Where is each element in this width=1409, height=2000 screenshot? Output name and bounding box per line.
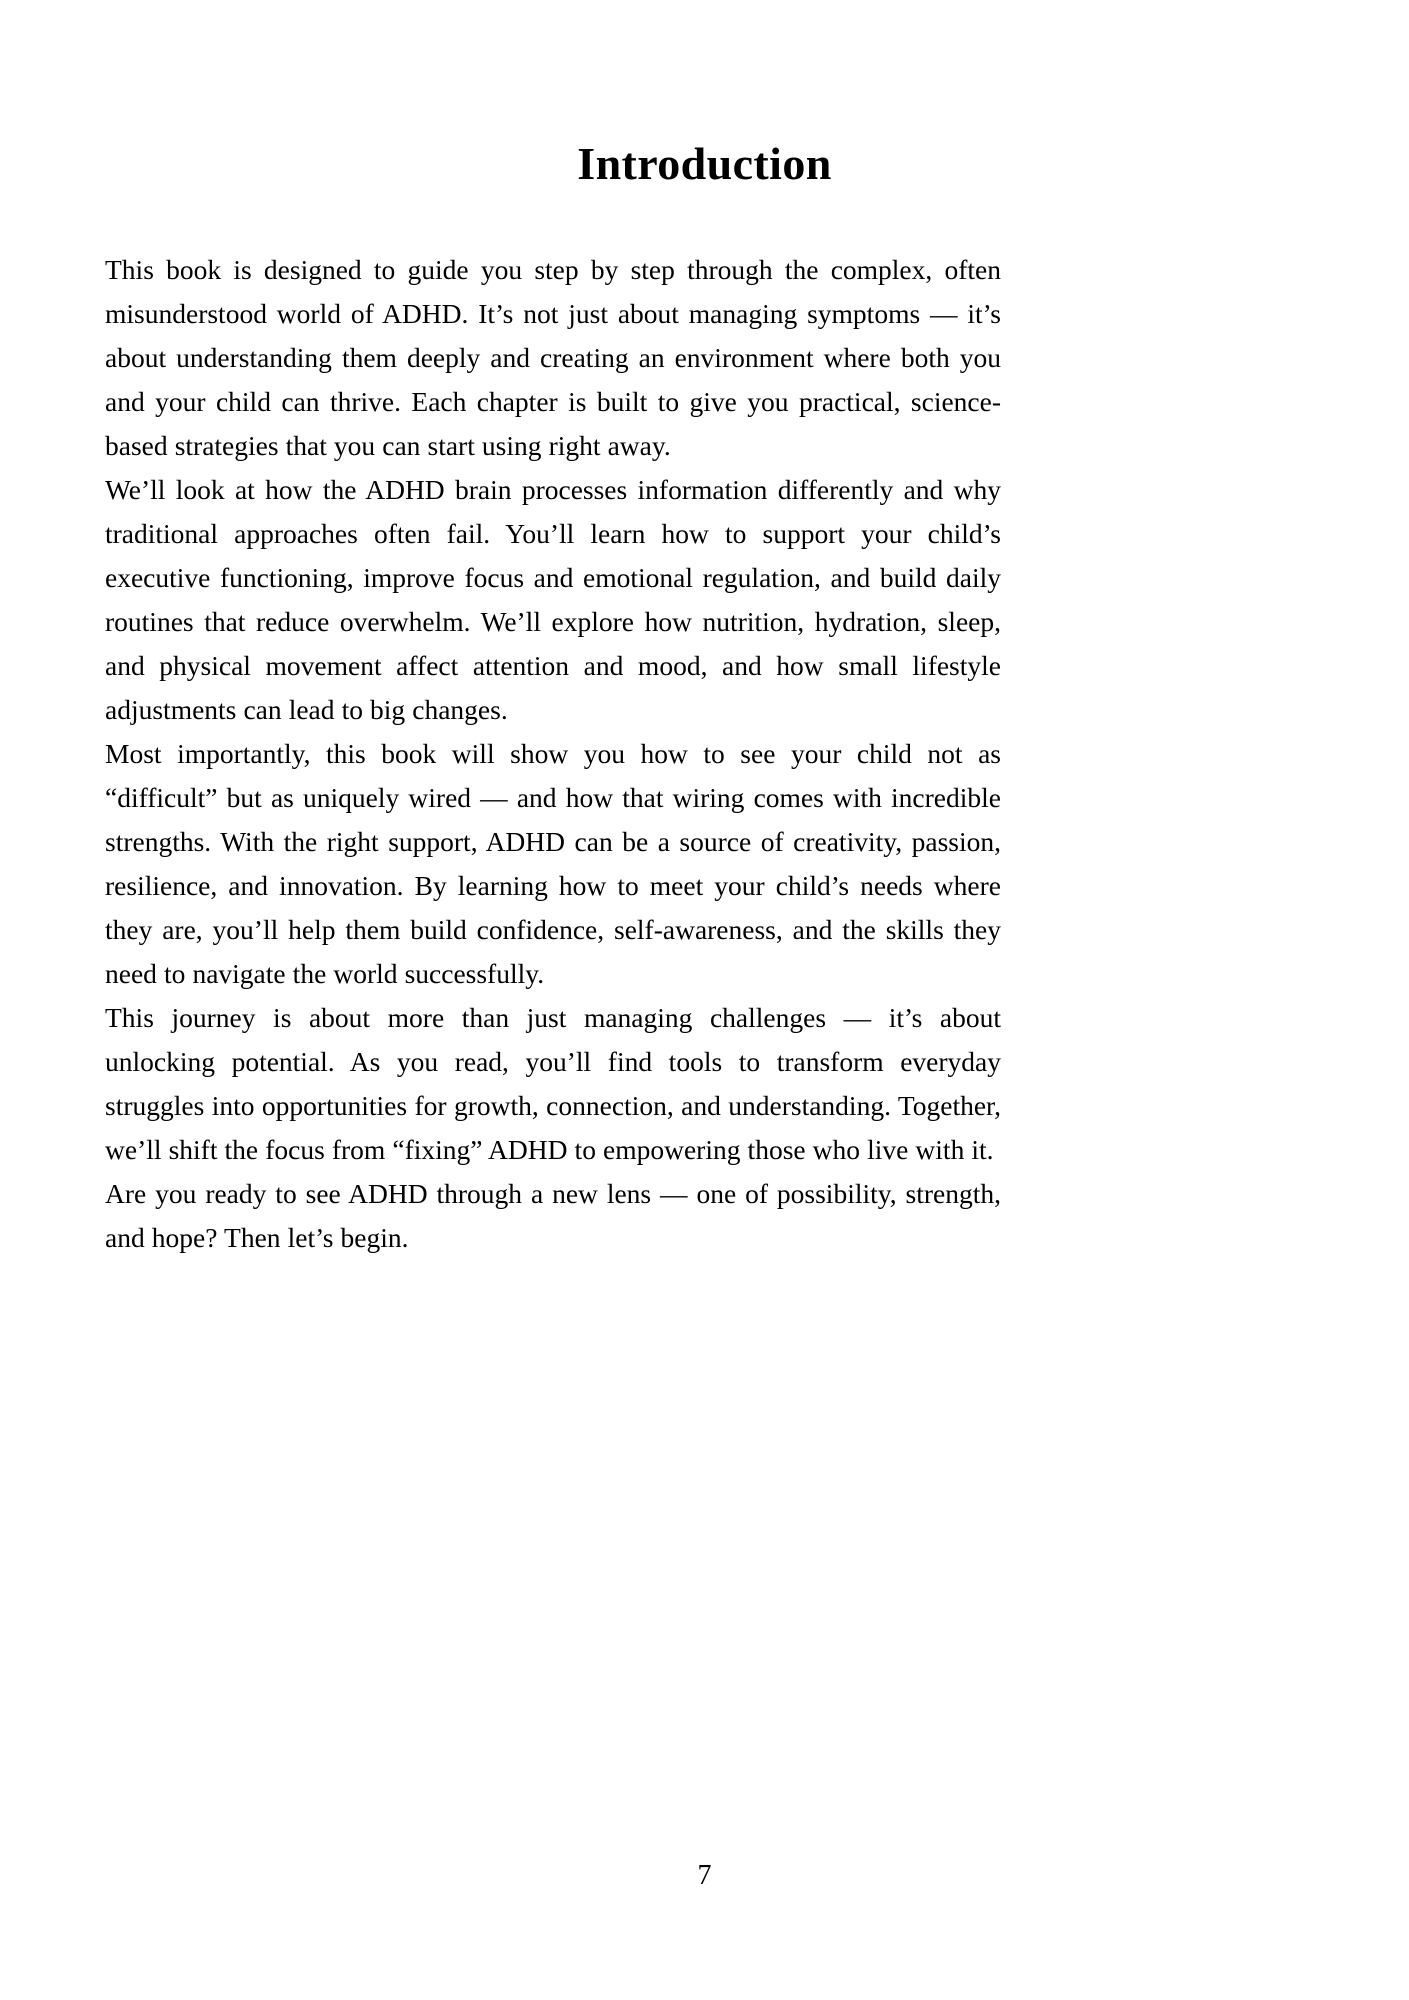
page-number: 7 bbox=[697, 1860, 712, 1891]
paragraph: Most importantly, this book will show you how to see your child not as “difficult” but as uniquely wired — and how that wiring comes with incredible strengths. With the right support, ADHD can be a source of creativity, passion, resilience, and innovation. By learning how to meet your child’s needs where they are, you’ll help them build confidence, self-awareness, and the skills they need to navigate the world successfully. bbox=[105, 738, 1001, 989]
paragraph: This book is designed to guide you step by step through the complex, often misunderstood world of ADHD. It’s not just about managing symptoms — it’s about understanding them deeply and creating an environment where both you and your child can thrive. Each chapter is built to give you practical, science-based strategies that you can start using right away. bbox=[105, 254, 1001, 461]
body-text-block bbox=[105, 248, 1001, 1260]
paragraph: Are you ready to see ADHD through a new lens — one of possibility, strength, and hope? Then let’s begin. bbox=[105, 1178, 1001, 1253]
page-title: Introduction bbox=[577, 137, 832, 189]
paragraph: This journey is about more than just managing challenges — it’s about unlocking potential. As you read, you’ll find tools to transform everyday struggles into opportunities for growth, connection, and understanding. Together, we’ll shift the focus from “fixing” ADHD to empowering those who live with it. bbox=[105, 1002, 1001, 1165]
paragraph: We’ll look at how the ADHD brain processes information differently and why traditional approaches often fail. You’ll learn how to support your child’s executive functioning, improve focus and emotional regulation, and build daily routines that reduce overwhelm. We’ll explore how nutrition, hydration, sleep, and physical movement affect attention and mood, and how small lifestyle adjustments can lead to big changes. bbox=[105, 474, 1001, 725]
